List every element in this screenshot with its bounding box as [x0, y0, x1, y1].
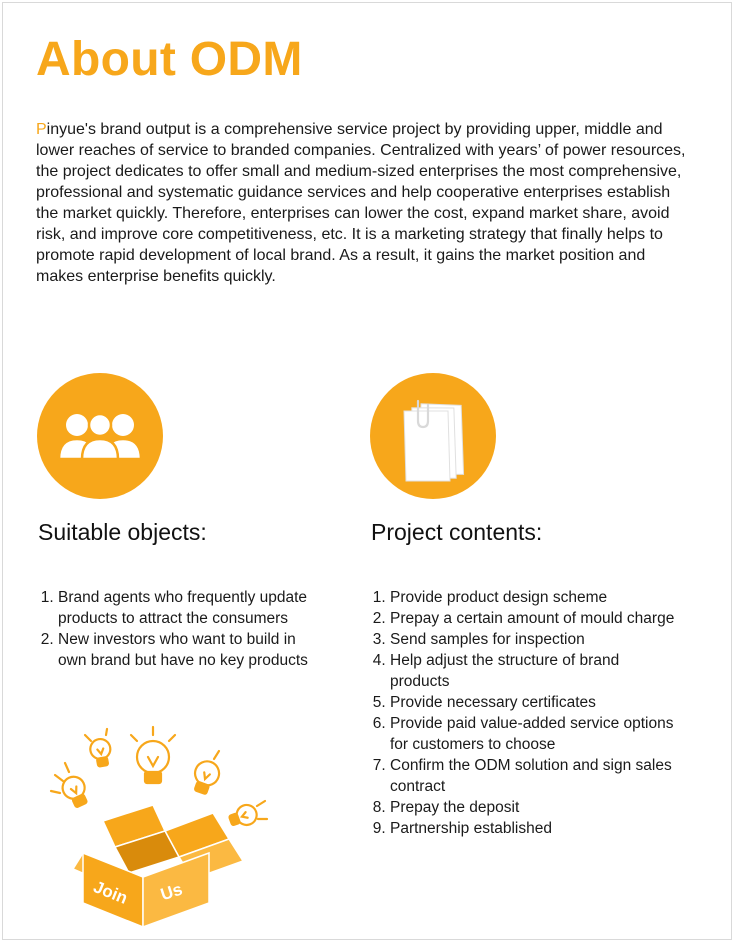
project-contents-list [370, 587, 680, 839]
suitable-objects-heading: Suitable objects: [38, 519, 207, 545]
list-item: 6. Provide paid value-added service options for customers to choose [390, 713, 680, 755]
us-text: Us [158, 879, 185, 905]
about-odm-page [2, 2, 732, 940]
intro-text: inyue's brand output is a comprehensive service project by providing upper, middle and lower reaches of service to branded companies. Centralized with years’ of power resources, the project dedicates to offer small and medium-sized enterprises the most comprehensive, professional and systematic guidance services and help cooperative enterprises establish the market quickly. Therefore, enterprises can lower the cost, expand market share, avoid risk, and improve core competitiveness, etc. It is a marketing strategy that finally helps to promote rapid development of local brand. As a result, it gains the market position and makes enterprise benefits quickly. [36, 121, 686, 285]
join-text: Join [90, 877, 131, 908]
intro-paragraph [36, 119, 686, 287]
people-group-icon [37, 373, 163, 499]
intro-first-letter: P [36, 121, 47, 138]
documents-clip-icon [370, 373, 496, 499]
page-title: About ODM [36, 33, 303, 86]
suitable-objects-list [38, 587, 323, 671]
list-item: 9. Partnership established [390, 818, 680, 839]
join-us-box-lightbulbs-icon [43, 721, 283, 936]
list-item: 8. Prepay the deposit [390, 797, 680, 818]
list-item: 3. Send samples for inspection [390, 629, 680, 650]
list-item: 2. Prepay a certain amount of mould charge [390, 608, 680, 629]
list-item: 1. Provide product design scheme [390, 587, 680, 608]
list-item: 2. New investors who want to build in own brand but have no key products [58, 629, 323, 671]
list-item: 1. Brand agents who frequently update products to attract the consumers [58, 587, 323, 629]
list-item: 4. Help adjust the structure of brand products [390, 650, 680, 692]
list-item: 5. Provide necessary certificates [390, 692, 680, 713]
list-item: 7. Confirm the ODM solution and sign sales contract [390, 755, 680, 797]
project-contents-heading: Project contents: [371, 519, 543, 545]
